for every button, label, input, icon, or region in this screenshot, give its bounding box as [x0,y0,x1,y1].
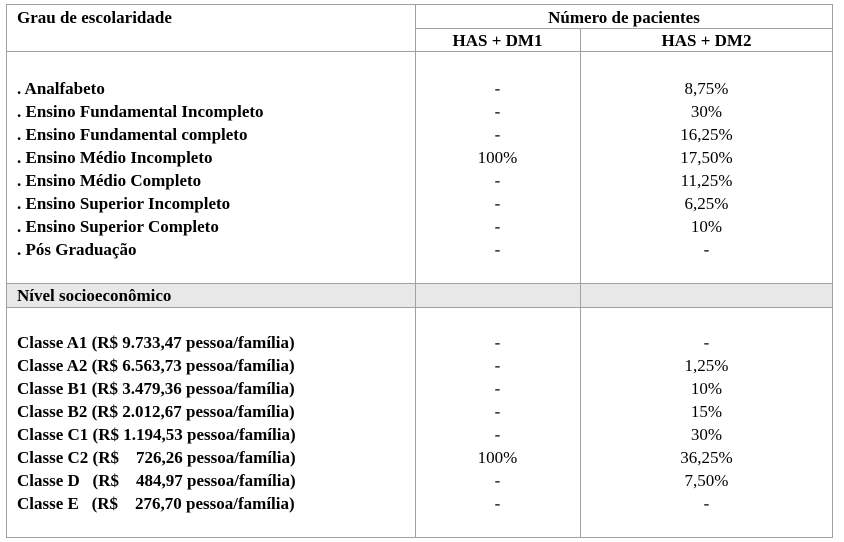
table-row-dm1: - [494,425,501,444]
table-row-dm1: - [494,402,501,421]
table-row-label: Classe D (R$ 484,97 pessoa/família) [17,471,296,490]
table-row-label: . Ensino Fundamental Incompleto [17,102,264,121]
table-row-dm1: - [494,379,501,398]
header-col1-title: Grau de escolaridade [17,8,172,27]
table-row-label: Classe C1 (R$ 1.194,53 pessoa/família) [17,425,296,444]
data-table [6,4,833,538]
table-row-dm2: 10% [690,379,723,398]
table-row-dm1: - [494,494,501,513]
table-row-dm2: 30% [690,425,723,444]
table-row-dm2: - [703,333,710,352]
table-row-dm2: - [703,494,710,513]
table-row-dm1: - [494,102,501,121]
table-row-label: . Ensino Médio Incompleto [17,148,213,167]
table-row-label: Classe A1 (R$ 9.733,47 pessoa/família) [17,333,295,352]
table-row-label: . Ensino Superior Completo [17,217,219,236]
socio-section-title: Nível socioeconômico [17,286,172,305]
table-row-dm1: - [494,471,501,490]
table-row-dm1: - [494,194,501,213]
socio-bottom-line [7,307,832,308]
table-row-label: Classe A2 (R$ 6.563,73 pessoa/família) [17,356,295,375]
table-row-label: . Ensino Fundamental completo [17,125,248,144]
header-group-title: Número de pacientes [548,8,700,27]
table-row-label: Classe B1 (R$ 3.479,36 pessoa/família) [17,379,295,398]
table-row-label: Classe E (R$ 276,70 pessoa/família) [17,494,295,513]
table-row-dm1: 100% [477,448,518,467]
table-row-dm2: 30% [690,102,723,121]
table-row-dm1: - [494,79,501,98]
table-row-dm1: - [494,171,501,190]
table-row-dm2: 11,25% [680,171,733,190]
table-row-label: . Analfabeto [17,79,105,98]
table-row-dm1: - [494,356,501,375]
header-col2-title: HAS + DM1 [452,31,543,50]
table-row-dm2: 10% [690,217,723,236]
table-row-dm2: 15% [690,402,723,421]
table-row-label: Classe B2 (R$ 2.012,67 pessoa/família) [17,402,295,421]
table-row-dm2: 17,50% [680,148,733,167]
table-row-dm2: 16,25% [680,125,733,144]
table-row-dm2: 6,25% [684,194,729,213]
table-row-label: Classe C2 (R$ 726,26 pessoa/família) [17,448,296,467]
table-row-dm2: 36,25% [680,448,733,467]
table-row-label: . Ensino Superior Incompleto [17,194,231,213]
table-row-dm2: 7,50% [684,471,729,490]
table-row-label: . Pós Graduação [17,240,137,259]
table-row-dm2: 8,75% [684,79,729,98]
table-row-label: . Ensino Médio Completo [17,171,202,190]
table-row-dm1: - [494,125,501,144]
table-row-dm1: - [494,217,501,236]
table-row-dm2: 1,25% [684,356,729,375]
table-row-dm1: 100% [477,148,518,167]
header-col3-title: HAS + DM2 [661,31,752,50]
table-row-dm1: - [494,240,501,259]
table-row-dm1: - [494,333,501,352]
table-row-dm2: - [703,240,710,259]
